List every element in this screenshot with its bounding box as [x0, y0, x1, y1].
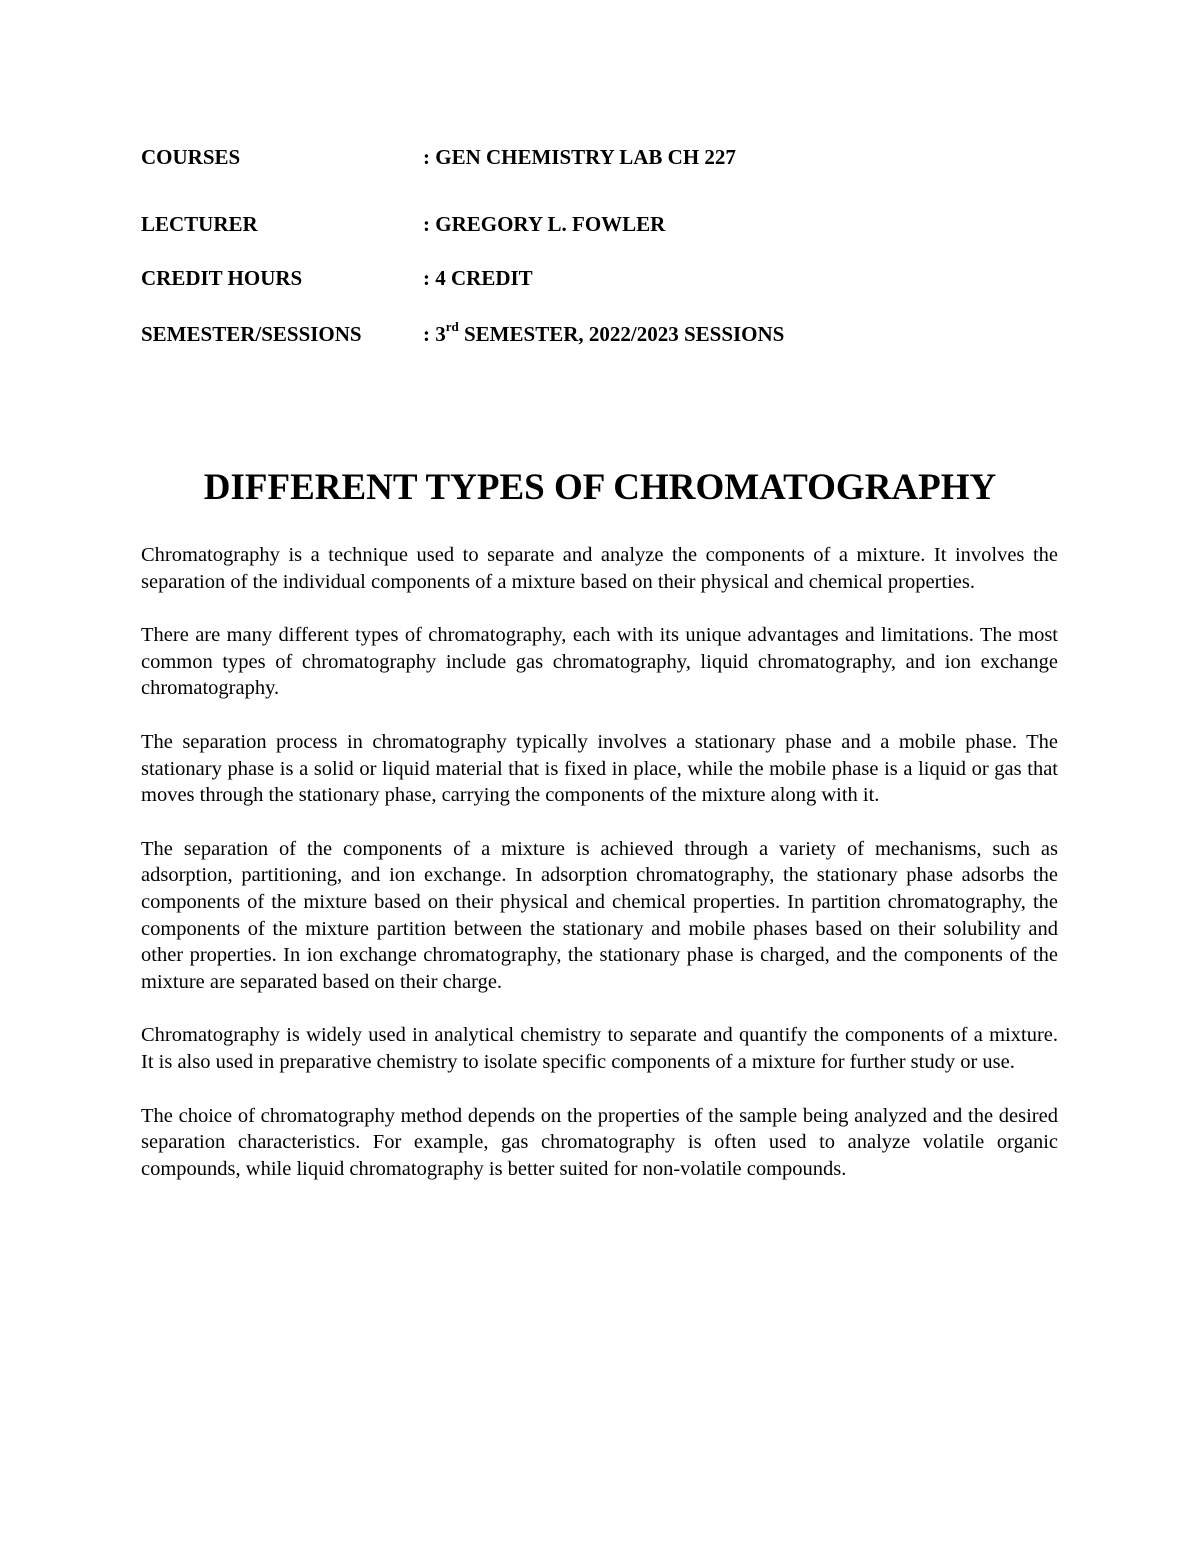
- course-label: COURSES: [141, 145, 241, 169]
- semester-row: [141, 319, 785, 346]
- paragraph: There are many different types of chromatography, each with its unique advantages and limitations. The most common types of chromatography include gas chromatography, liquid chromatography, and ion exchange chromatography.: [141, 624, 1058, 700]
- semester-label: SEMESTER/SESSIONS: [141, 322, 362, 346]
- paragraph: Chromatography is a technique used to separate and analyze the components of a mixture. It involves the separation of the individual components of a mixture based on their physical and chemical properties.: [141, 544, 1058, 593]
- semester-value-prefix: : 3: [423, 322, 446, 346]
- lecturer-label: LECTURER: [141, 212, 258, 236]
- course-value: : GEN CHEMISTRY LAB CH 227: [423, 145, 736, 169]
- paragraph: The separation of the components of a mixture is achieved through a variety of mechanisms, such as adsorption, partitioning, and ion exchange. In adsorption chromatography, the stationary phase adsorbs the components of the mixture based on their physical and chemical properties. In partition chromatography, the components of the mixture partition between the stationary and mobile phases based on their solubility and other properties. In ion exchange chromatography, the stationary phase is charged, and the components of the mixture are separated based on their charge.: [141, 837, 1058, 993]
- credit-hours-row: [141, 266, 533, 290]
- body-text: [141, 542, 1058, 1209]
- credit-hours-value: : 4 CREDIT: [423, 266, 533, 290]
- paragraph: Chromatography is widely used in analytical chemistry to separate and quantify the components of a mixture. It is also used in preparative chemistry to isolate specific components of a mixture for further study or use.: [141, 1024, 1058, 1073]
- course-row: [141, 145, 736, 169]
- document-title: DIFFERENT TYPES OF CHROMATOGRAPHY: [203, 467, 997, 508]
- paragraph: The separation process in chromatography typically involves a stationary phase and a mobile phase. The stationary phase is a solid or liquid material that is fixed in place, while the mobile phase is a liquid or gas that moves through the stationary phase, carrying the components of the mixture along with it.: [141, 730, 1058, 807]
- lecturer-row: [141, 212, 665, 236]
- semester-value-suffix: SEMESTER, 2022/2023 SESSIONS: [458, 322, 785, 346]
- paragraph: The choice of chromatography method depends on the properties of the sample being analyzed and the desired separation characteristics. For example, gas chromatography is often used to analyze volatile organic compounds, while liquid chromatography is better suited for non-volatile compounds.: [141, 1104, 1058, 1180]
- credit-hours-label: CREDIT HOURS: [141, 266, 303, 290]
- lecturer-value: : GREGORY L. FOWLER: [423, 212, 666, 236]
- semester-ordinal-suffix: rd: [445, 319, 459, 334]
- semester-value: [423, 319, 785, 346]
